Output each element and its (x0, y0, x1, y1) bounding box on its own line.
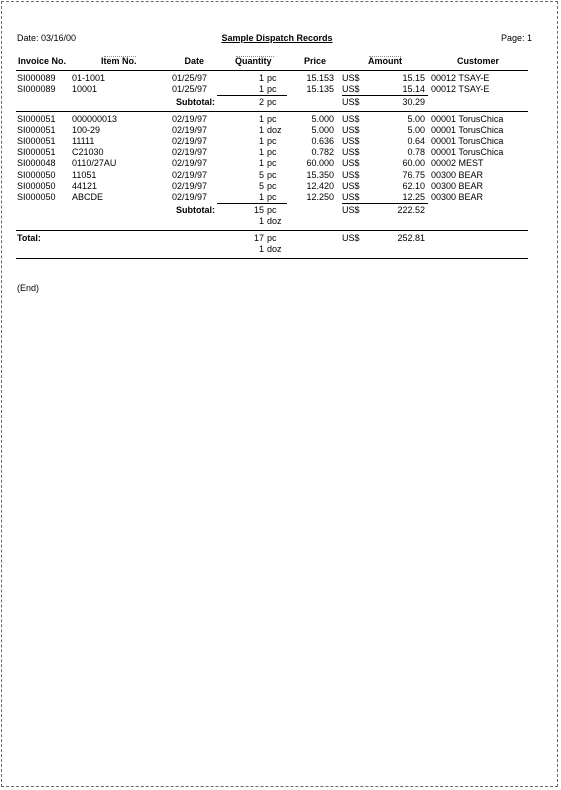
unit-cell: pc (267, 147, 277, 158)
col-quantity: Quantity (235, 56, 272, 66)
quantity-cell: 5 (258, 169, 264, 180)
currency-cell: US$ (342, 180, 360, 191)
amount-cell: 5.00 (407, 124, 425, 135)
invoice-no-cell: SI000050 (17, 192, 56, 202)
amount-cell: 76.75 (402, 169, 425, 180)
amount-cell: 15.14 (402, 84, 425, 95)
quantity-cell: 1 (258, 192, 264, 202)
total-currency: US$ (342, 232, 360, 243)
total-rule (16, 258, 528, 259)
group-separator-rule (16, 230, 528, 231)
col-date: Date (184, 56, 204, 66)
page-number: Page: 1 (500, 33, 532, 43)
price-cell: 5.000 (311, 124, 334, 135)
group-separator-rule (16, 111, 528, 112)
price-cell: 12.420 (306, 180, 334, 191)
customer-cell: 00012 TSAY-E (431, 84, 490, 95)
invoice-no-cell: SI000089 (17, 84, 56, 95)
unit-cell: pc (267, 136, 277, 146)
currency-cell: US$ (342, 136, 360, 146)
date-cell: 02/19/97 (171, 169, 207, 180)
unit-cell: pc (267, 180, 277, 191)
price-cell: 5.000 (311, 113, 334, 124)
subtotal-amount: 30.29 (402, 97, 425, 108)
quantity-cell: 1 (258, 84, 264, 95)
header-dots (369, 56, 401, 57)
quantity-cell: 1 (258, 136, 264, 146)
currency-cell: US$ (342, 192, 360, 202)
subtotal-quantity: 2 (258, 97, 264, 108)
subtotal-label: Subtotal: (176, 205, 215, 216)
invoice-no-cell: SI000048 (17, 158, 56, 169)
invoice-no-cell: SI000051 (17, 113, 56, 124)
amount-cell: 0.78 (407, 147, 425, 158)
quantity-cell: 1 (258, 113, 264, 124)
customer-cell: 00300 BEAR (431, 180, 484, 191)
unit-cell: pc (267, 84, 277, 95)
amount-cell: 60.00 (402, 158, 425, 169)
subtotal-unit: doz (267, 216, 282, 227)
price-cell: 15.135 (306, 84, 334, 95)
subtotal-qty-rule (217, 95, 287, 96)
date-cell: 02/19/97 (171, 113, 207, 124)
subtotal-quantity: 1 (258, 216, 264, 227)
unit-cell: pc (267, 192, 277, 202)
header-dots (236, 56, 274, 57)
subtotal-qty-rule (217, 203, 287, 204)
price-cell: 12.250 (306, 192, 334, 202)
subtotal-quantity: 15 (253, 205, 264, 216)
subtotal-currency: US$ (342, 97, 360, 108)
invoice-no-cell: SI000050 (17, 169, 56, 180)
unit-cell: pc (267, 158, 277, 169)
customer-cell: 00001 TorusChica (431, 113, 504, 124)
report-page (1, 1, 558, 787)
quantity-cell: 1 (258, 147, 264, 158)
date-cell: 02/19/97 (171, 124, 207, 135)
total-quantity: 17 (253, 232, 264, 243)
customer-cell: 00300 BEAR (431, 192, 484, 202)
amount-cell: 0.64 (407, 136, 425, 146)
subtotal-amount: 222.52 (397, 205, 425, 216)
customer-cell: 00001 TorusChica (431, 124, 504, 135)
header-dots (104, 56, 136, 57)
currency-cell: US$ (342, 147, 360, 158)
item-no-cell: 100-29 (72, 124, 101, 135)
unit-cell: doz (267, 124, 282, 135)
report-date: Date: 03/16/00 (17, 33, 77, 43)
invoice-no-cell: SI000051 (17, 136, 56, 146)
unit-cell: pc (267, 73, 277, 83)
item-no-cell: 10001 (72, 84, 98, 95)
price-cell: 15.350 (306, 169, 334, 180)
quantity-cell: 1 (258, 73, 264, 83)
col-item-no: Item No. (101, 56, 137, 66)
subtotal-unit: pc (267, 97, 277, 108)
item-no-cell: 0110/27AU (72, 158, 117, 169)
item-no-cell: 000000013 (72, 113, 118, 124)
item-no-cell: 01-1001 (72, 73, 106, 83)
col-price: Price (304, 56, 327, 66)
col-invoice-no: Invoice No. (18, 56, 67, 66)
end-marker: (End) (17, 283, 40, 293)
amount-cell: 62.10 (402, 180, 425, 191)
total-quantity: 1 (258, 243, 264, 254)
quantity-cell: 1 (258, 124, 264, 135)
invoice-no-cell: SI000089 (17, 73, 56, 83)
item-no-cell: 11051 (72, 169, 97, 180)
currency-cell: US$ (342, 158, 360, 169)
invoice-no-cell: SI000051 (17, 124, 56, 135)
currency-cell: US$ (342, 169, 360, 180)
date-cell: 01/25/97 (171, 73, 207, 83)
date-cell: 02/19/97 (171, 192, 207, 202)
unit-cell: pc (267, 169, 277, 180)
total-label: Total: (17, 232, 41, 243)
amount-cell: 15.15 (402, 73, 425, 83)
total-unit: doz (267, 243, 282, 254)
item-no-cell: 44121 (72, 180, 98, 191)
subtotal-amount-rule (342, 203, 428, 204)
col-customer: Customer (457, 56, 500, 66)
price-cell: 60.000 (306, 158, 334, 169)
invoice-no-cell: SI000051 (17, 147, 56, 158)
report-title: Sample Dispatch Records (221, 33, 333, 43)
currency-cell: US$ (342, 113, 360, 124)
col-amount: Amount (368, 56, 402, 66)
currency-cell: US$ (342, 84, 360, 95)
amount-cell: 12.25 (402, 192, 425, 202)
item-no-cell: 11111 (72, 136, 95, 146)
item-no-cell: C21030 (72, 147, 104, 158)
subtotal-label: Subtotal: (176, 97, 215, 108)
customer-cell: 00012 TSAY-E (431, 73, 490, 83)
invoice-no-cell: SI000050 (17, 180, 56, 191)
date-cell: 02/19/97 (171, 147, 207, 158)
item-no-cell: ABCDE (72, 192, 104, 202)
customer-cell: 00300 BEAR (431, 169, 484, 180)
subtotal-unit: pc (267, 205, 277, 216)
quantity-cell: 5 (258, 180, 264, 191)
customer-cell: 00001 TorusChica (431, 147, 504, 158)
currency-cell: US$ (342, 73, 360, 83)
date-cell: 02/19/97 (171, 180, 207, 191)
date-cell: 02/19/97 (171, 136, 207, 146)
customer-cell: 00002 MEST (431, 158, 484, 169)
price-cell: 0.782 (311, 147, 334, 158)
total-amount: 252.81 (397, 232, 425, 243)
date-cell: 02/19/97 (171, 158, 207, 169)
date-cell: 01/25/97 (171, 84, 207, 95)
price-cell: 0.636 (311, 136, 334, 146)
customer-cell: 00001 TorusChica (431, 136, 504, 146)
amount-cell: 5.00 (407, 113, 425, 124)
price-cell: 15.153 (306, 73, 334, 83)
total-unit: pc (267, 232, 277, 243)
unit-cell: pc (267, 113, 277, 124)
subtotal-currency: US$ (342, 205, 360, 216)
subtotal-amount-rule (342, 95, 428, 96)
currency-cell: US$ (342, 124, 360, 135)
header-rule (16, 70, 528, 71)
quantity-cell: 1 (258, 158, 264, 169)
